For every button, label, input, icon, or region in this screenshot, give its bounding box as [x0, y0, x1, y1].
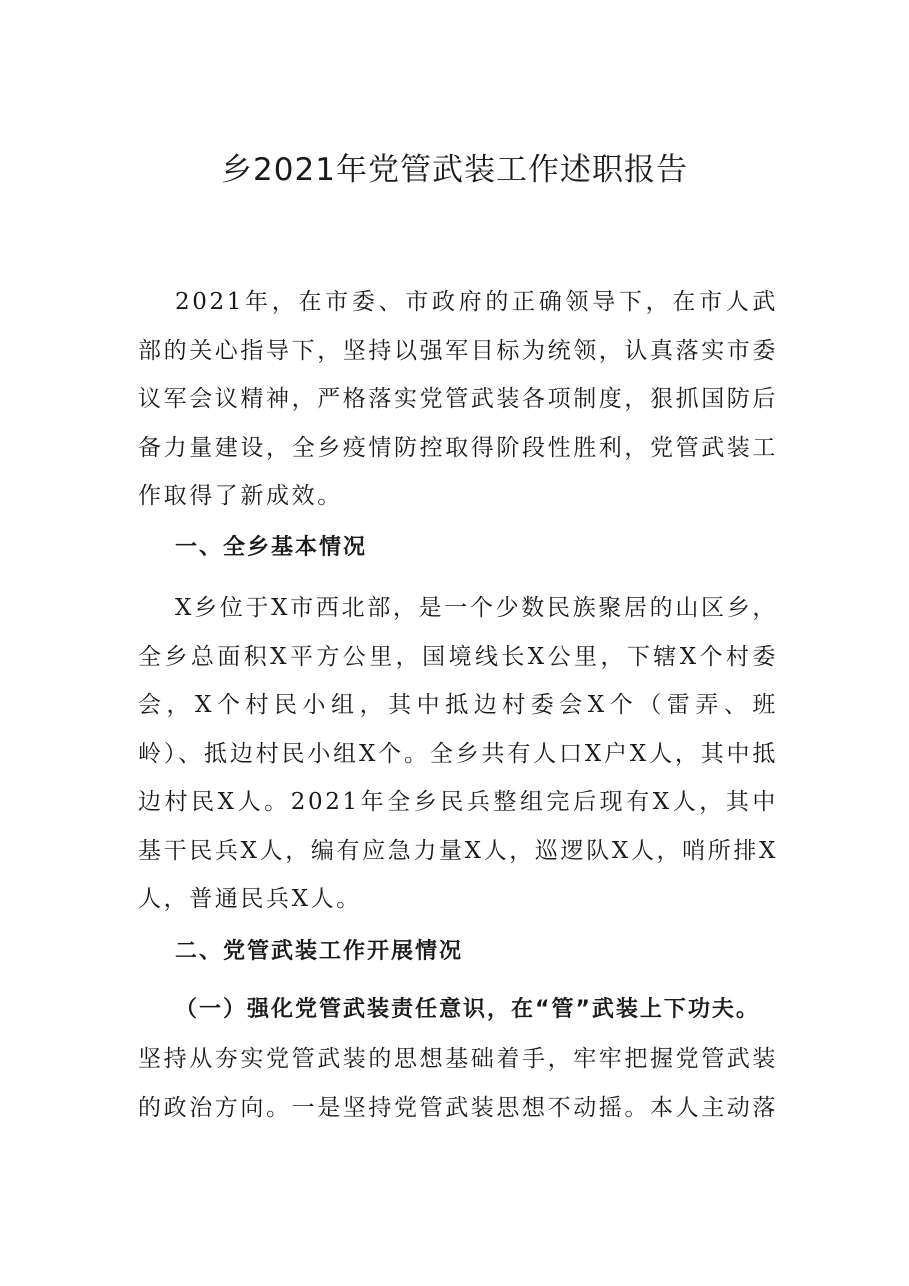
section-two-heading: 二、党管武装工作开展情况: [175, 939, 464, 964]
subsection-one-heading: （一）强化党管武装责任意识，在“管”武装上下功夫。: [175, 997, 760, 1022]
section-one-heading: 一、全乡基本情况: [175, 535, 368, 560]
document-title: 乡2021年党管武装工作述职报告: [221, 152, 688, 188]
intro-paragraph: 2021年，在市委、市政府的正确领导下，在市人武部的关心指导下，坚持以强军目标为统领，认真落实市委议军会议精神，严格落实党管武装各项制度，狠抓国防后备力量建设，全乡疫情防控取得阶段性胜利，党管武装工作取得了新成效。: [138, 289, 778, 509]
subsection-one-paragraph: 坚持从夯实党管武装的思想基础着手，牢牢把握党管武装的政治方向。一是坚持党管武装思想不动摇。本人主动落: [138, 1046, 778, 1121]
section-one-paragraph: X乡位于X市西北部，是一个少数民族聚居的山区乡，全乡总面积X平方公里，国境线长X公里，下辖X个村委会，X个村民小组，其中抵边村委会X个（雷弄、班岭）、抵边村民小组X个。全乡共有人口X户X人，其中抵边村民X人。2021年全乡民兵整组完后现有X人，其中基干民兵X人，编有应急力量X人，巡逻队X人，哨所排X人，普通民兵X人。: [138, 595, 778, 912]
